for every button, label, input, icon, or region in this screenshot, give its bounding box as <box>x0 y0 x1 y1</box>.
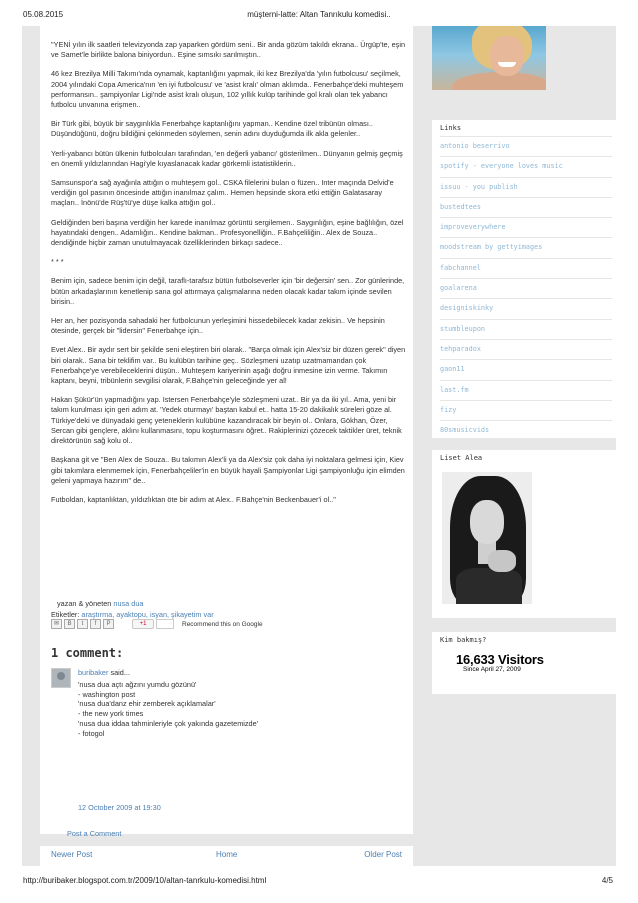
visitor-since: Since April 27, 2009 <box>463 666 521 673</box>
google-plus-count <box>156 619 174 629</box>
author-prefix: yazan & yöneten <box>57 599 112 608</box>
sidebar-link[interactable]: antonio beserrivo <box>440 136 612 156</box>
comment-said: said... <box>110 668 130 677</box>
print-date: 05.08.2015 <box>23 10 64 19</box>
post-comment-link[interactable]: Post a Comment <box>67 829 122 838</box>
comment-date-link[interactable]: 12 October 2009 at 19:30 <box>78 803 161 812</box>
post-paragraph: Yerli-yabancı bütün ülkenin futbolcuları tarafından, 'en değerli yabancı' gösterilmen.. Dünyanın gelmiş geçmiş en önemli yıldızlarından Hagi'yle kıyaslanacak kadar görkemli istatistiklerin.. <box>51 148 403 168</box>
post-paragraph: Evet Alex.. Bir aydır sert bir şekilde seni eleştiren biri olarak.. "Barça olmak için Alex'siz bir düzen gerek" diyen biri olarak.. Sana bir teklifim var.. Bu kulübün tarihine geç.. Sözleşmeni uzatıp uzatmamandan çok Fenerbahçe'ye verebileceklerini düşün.. Muhteşem kariyerinin aşağı doğru inmesine izin verme. Takımın kaptanı, beyni, tribünlerin sevgilisi olarak, F.Bahçe'nin geleceğinde yer al! <box>51 345 406 386</box>
sidebar-link[interactable]: stumbleupon <box>440 319 612 339</box>
post-paragraph: Bir Türk gibi, büyük bir saygınlıkla Fenerbahçe kaptanlığını yapman.. Kendine özel tribünün olması.. Düşündüğünü, doğru bildiğini çekinmeden söylemen, senin adını duyduğumda ilk akla gelenler.. <box>51 119 373 139</box>
comment-text <box>78 680 378 738</box>
post-paragraph: Futboldan, kaptanlıktan, yıldızlıktan öte bir adım at Alex.. F.Bahçe'nin Beckenbauer'i ol.." <box>51 494 336 504</box>
print-title: müşterni-latte: Altan Tanrıkulu komedisi.. <box>247 10 391 19</box>
comment-line: 'nusa dua açtı ağzını yumdu gözünü' <box>78 680 197 689</box>
sidebar-link[interactable]: designiskinky <box>440 298 612 318</box>
visitor-count: 16,633 Visitors <box>456 652 544 667</box>
avatar[interactable] <box>51 668 71 688</box>
sidebar-link[interactable]: moodstream by gettyimages <box>440 237 612 257</box>
post-paragraph: Benim için, sadece benim için değil, taraflı-tarafsız bütün futbolseverler için 'bir değersin' sen.. Zor günlerinde, bütün arkadaşlarının kenetlenip sana gol attırmaya çalışmalarına neden olacak kadar takım içinde sevilen birisin.. <box>51 276 405 306</box>
links-title: Links <box>440 124 462 132</box>
post-footer <box>51 598 406 620</box>
sidebar-link[interactable]: issuu - you publish <box>440 177 612 197</box>
sidebar-link[interactable]: fizy <box>440 400 612 420</box>
post-paragraph: Geldiğinden beri başına verdiğin her karede inanılmaz görüntü sergilemen.. Saygınlığın, eşine bağlılığın, özel hayatındaki dengen.. Adamlığın.. Kendine bakman.. Profesyonelliğin.. F.Bahçeliliğin.. Alex de Souza.. dendiğinde hiçbir zaman unutulmayacak özelliklerinden birkaçı sadece.. <box>51 217 404 248</box>
liset-alea-widget <box>432 450 616 618</box>
liset-alea-photo <box>442 472 532 604</box>
comments-title: 1 comment: <box>51 646 124 660</box>
print-header <box>0 10 638 24</box>
links-list <box>432 136 616 440</box>
post-container <box>40 26 413 838</box>
sidebar-link[interactable]: gaon11 <box>440 359 612 379</box>
comment-line: - washington post <box>78 689 136 699</box>
twitter-icon[interactable]: t <box>77 619 88 629</box>
labels-links[interactable]: araştırma, ayaktopu, isyan, şikayetim var <box>81 610 214 619</box>
visitor-counter-title: Kim bakmış? <box>440 636 487 644</box>
links-widget <box>432 120 616 438</box>
post-paragraph: Samsunspor'a sağ ayağınla attığın o muhteşem gol.. CSKA filelerini bulan o füzen.. Inter maçında Delvid'e verdiğin gol pasının öncesinde attığın inanılmaz çalım.. Hemen hepsinde skora etki ettiğin Galatasaray maçları.. İnönü'de Rüş'tü'ye düşe kalka attığın gol.. <box>51 178 394 208</box>
home-link[interactable]: Home <box>216 850 238 859</box>
liset-alea-title: Liset Alea <box>440 454 483 462</box>
author-link[interactable]: nusa dua <box>113 599 144 608</box>
newer-post-link[interactable]: Newer Post <box>51 850 93 859</box>
share-row <box>51 618 263 630</box>
comment-line: - fotogol <box>78 728 105 738</box>
sidebar-link[interactable]: improveverywhere <box>440 217 612 237</box>
post-paragraph: Başkana git ve "Ben Alex de Souza.. Bu takımın Alex'li ya da Alex'siz çok daha iyi noktalara gelmesi için, Kiev gibi takımlara elenmemek için, Fenerbahçeliler'in en büyük hayali Şampiyonlar Ligi şampiyonluğu için elimden geleni yapmaya hazırım" de.. <box>51 455 405 485</box>
post-paragraph: 46 kez Brezilya Milli Takımı'nda oynamak, kaptanlığını yapmak, iki kez Brezilya'da 'yılın futbolcusu' seçilmek, 2004 yılındaki Copa America'nın 'en iyi futbolcusu' ve 'asist kralı' olman aklımda.. Fenerbahçe'deki muhteşem performansın.. şampiyonlar Ligi'nde asist kralı oluşun, 102 yıllık kulüp tarihinde gol kralı olan tek yabancı futbolcu unvanına erişmen.. <box>51 69 404 110</box>
labels-prefix: Etiketler: <box>51 610 80 619</box>
print-url: http://buribaker.blogspot.com.tr/2009/10/altan-tanrkulu-komedisi.html <box>23 876 267 885</box>
google-plus-button[interactable]: +1 <box>132 619 154 629</box>
post-author-line <box>51 598 406 609</box>
post-paragraph: Her an, her pozisyonda sahadaki her futbolcunun yerleşimini hissedebilecek kadar zekisin.. Ve hepsinin ötesinde, gerçek bir "lidersin" Fenerbahçe için.. <box>51 316 385 336</box>
sidebar-link[interactable]: tehparadox <box>440 339 612 359</box>
sidebar-link[interactable]: goalarena <box>440 278 612 298</box>
pinterest-icon[interactable]: P <box>103 619 114 629</box>
older-post-link[interactable]: Older Post <box>364 850 402 859</box>
sidebar-link[interactable]: last.fm <box>440 380 612 400</box>
facebook-icon[interactable]: f <box>90 619 101 629</box>
comment-author-link[interactable]: buribaker <box>78 668 109 677</box>
post-paragraph: Hakan Şükür'ün yapmadığını yap. Istersen Fenerbahçe'yle sözleşmeni uzat.. Bir ya da iki yıl.. Ama, yeni bir takım kurulması için geri adım at. 'Yedek oturmayı' baştan kabul et.. hatta 15-20 dakikalık süreleri göze al. Türkiye'deki ve dünyadaki genç yeteneklerin kulübüne kazandıracak bir beyin ol.. Onlara, Gökhan, Özer, Sercan gibi gençlere, aklını kullanmasını, topu koşturmasını öğret.. Rakiplerinizi çözecek taktikler üret, teknik direktörünün sağ kolu ol.. <box>51 395 402 446</box>
comment-line: - the new york times <box>78 709 144 719</box>
comment-header <box>78 668 130 677</box>
sidebar-link[interactable]: fabchannel <box>440 258 612 278</box>
print-page-number: 4/5 <box>601 876 613 885</box>
comment-line: 'nusa dua iddaa tahminleriyle çok yakında gazetemizde' <box>78 718 259 728</box>
sidebar-link[interactable]: bustedtees <box>440 197 612 217</box>
comment-line: 'nusa dua'danz ehir zemberek açıklamalar' <box>78 699 216 709</box>
email-icon[interactable]: ✉ <box>51 619 62 629</box>
visitor-counter-widget <box>432 632 616 694</box>
visitor-counter[interactable] <box>456 652 566 673</box>
sidebar-top-photo <box>432 26 546 90</box>
post-paragraph: "YENİ yılın ilk saatleri televizyonda zap yaparken gördüm seni.. Bir anda gözüm takıldı ekrana.. Ürgüp'te, eşin ve Samet'le birlikte balona biniyordun.. Eşine sımsıkı sarılmıştın.. <box>51 40 406 60</box>
recommend-text: Recommend this on Google <box>182 620 263 628</box>
post-body <box>51 40 406 514</box>
blog-pager <box>40 846 413 866</box>
blogthis-icon[interactable]: B <box>64 619 75 629</box>
post-separator: * * * <box>51 257 64 267</box>
sidebar-link[interactable]: 80smusicvids <box>440 420 612 440</box>
sidebar-link[interactable]: spotify - everyone loves music <box>440 156 612 176</box>
